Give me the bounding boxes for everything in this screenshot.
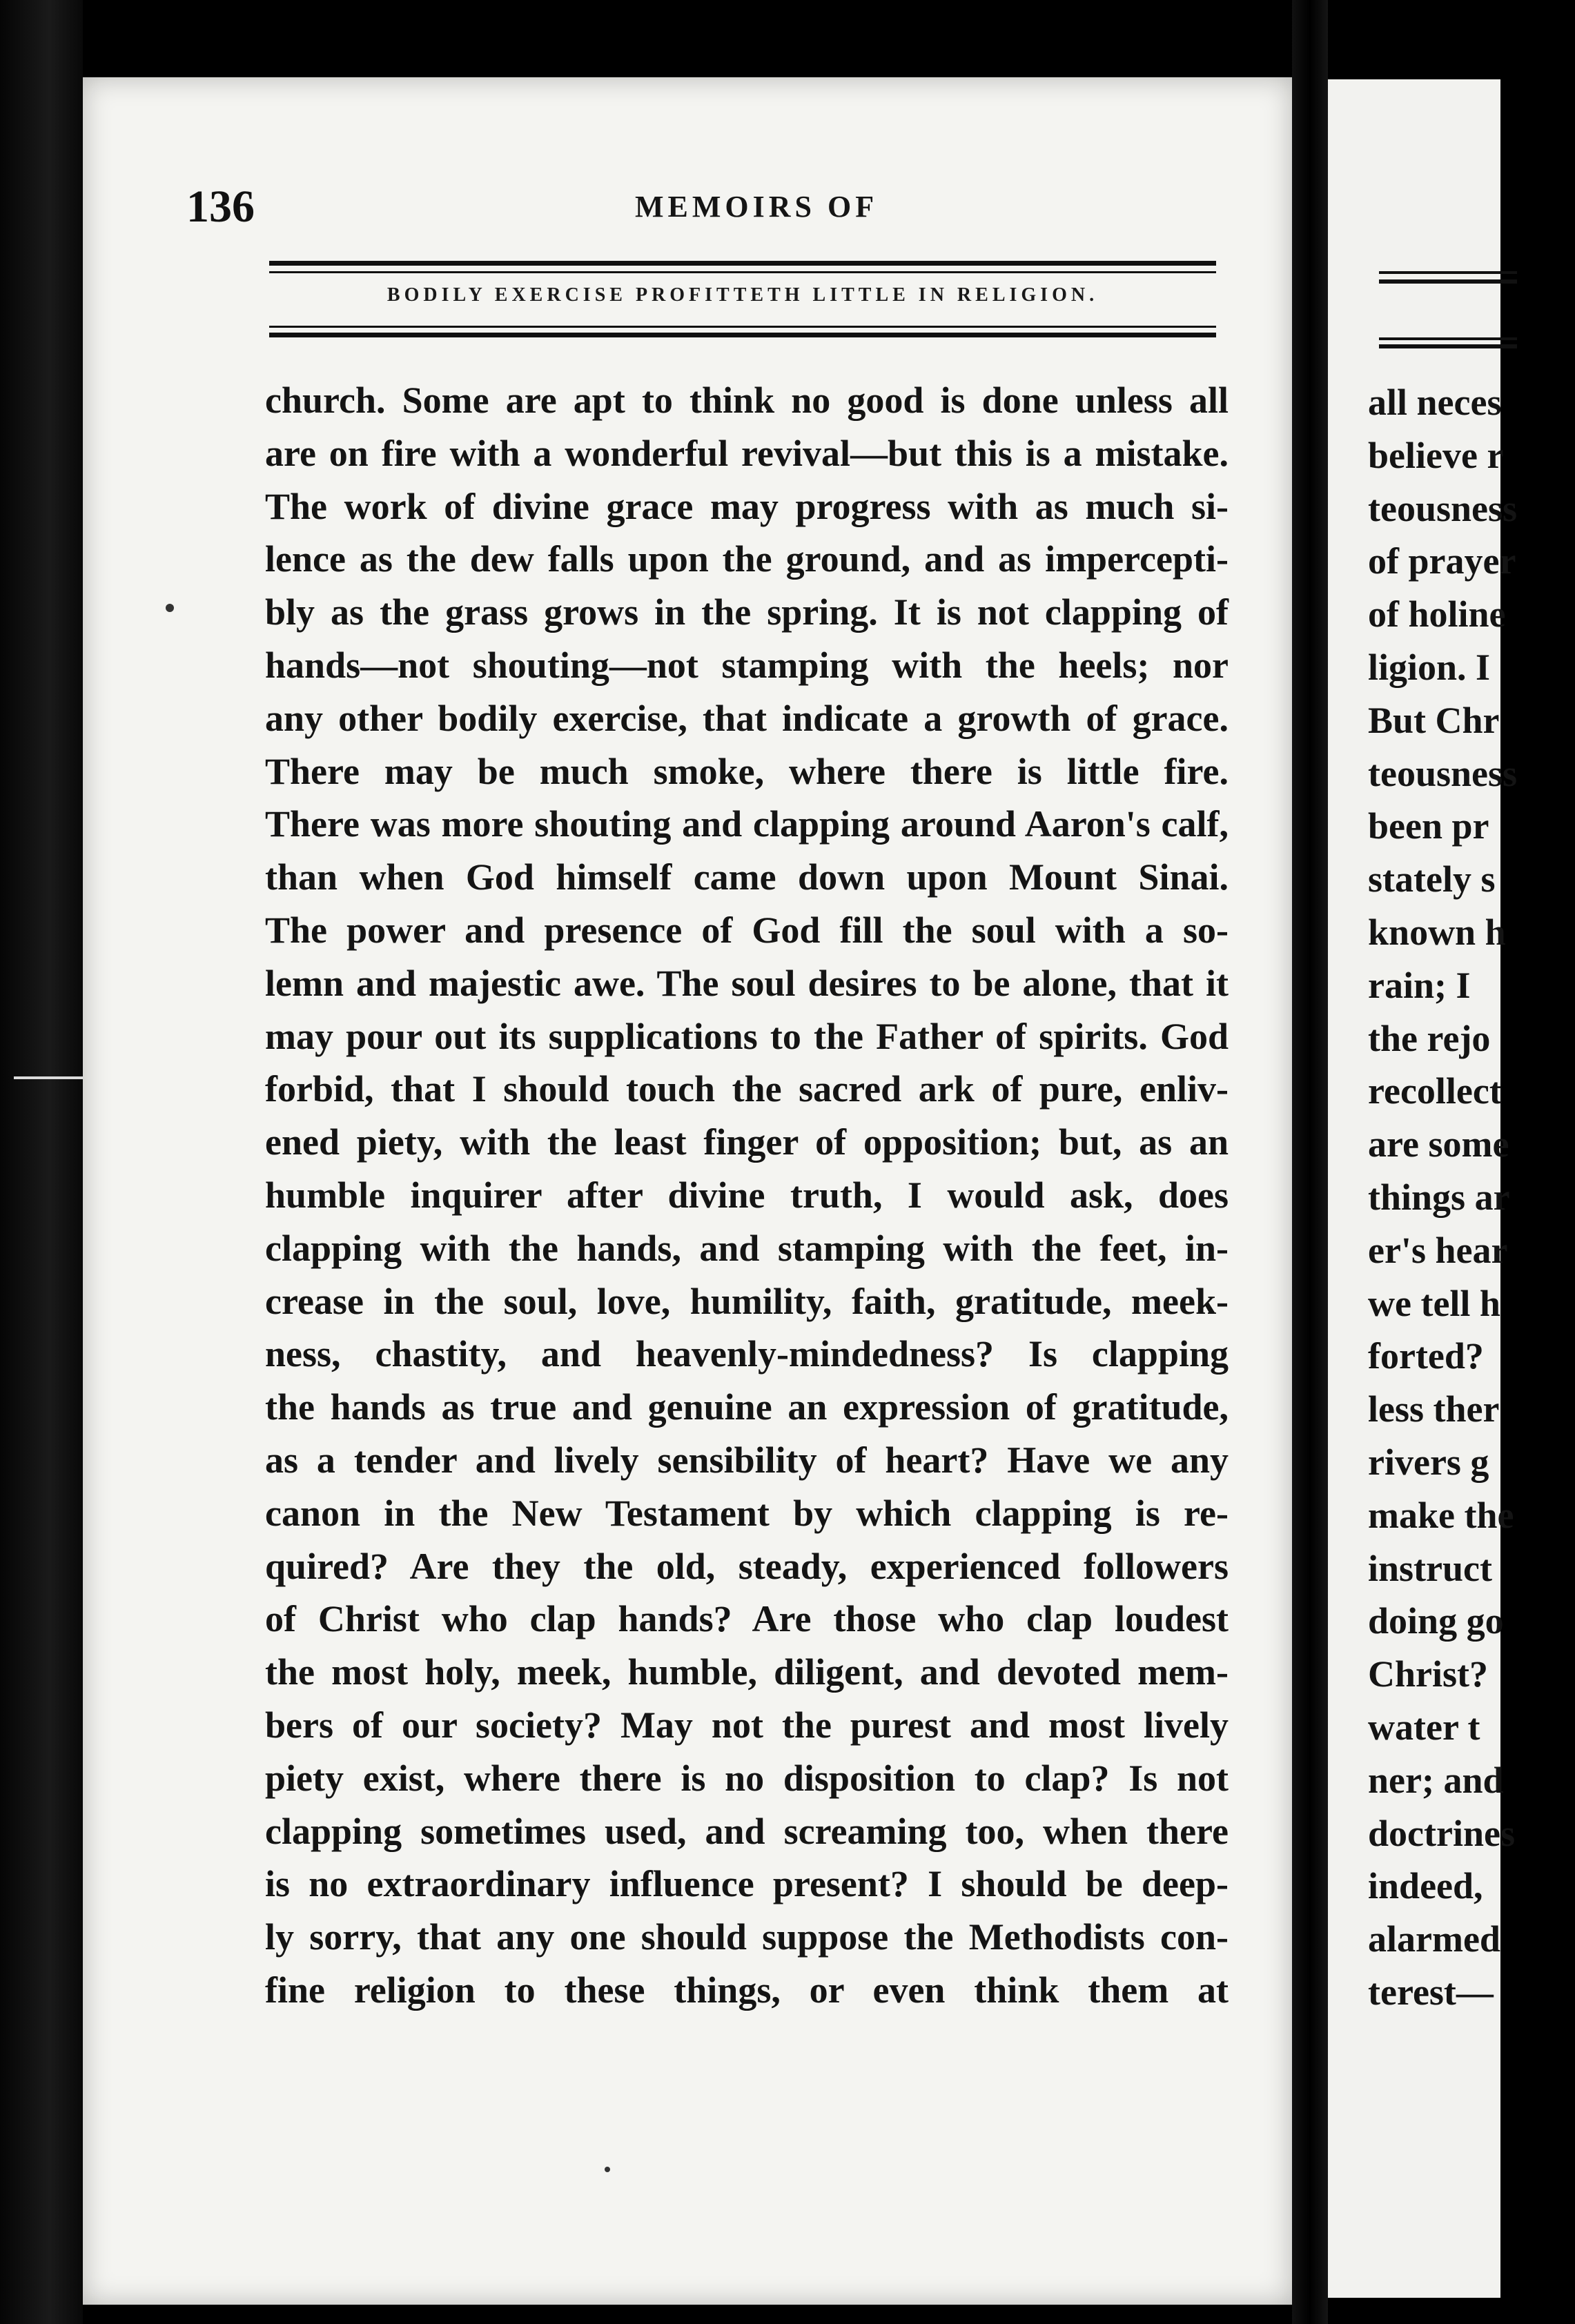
text-line: hands—not shouting—not stamping with the heels; nor xyxy=(265,644,1229,686)
text-line: lemn and majestic awe. The soul desires to be alone, that it xyxy=(265,962,1229,1004)
text-line: bers of our society? May not the purest and most lively xyxy=(265,1704,1229,1746)
text-line: ly sorry, that any one should suppose the Methodists con- xyxy=(265,1916,1229,1958)
text-line: There may be much smoke, where there is little fire. xyxy=(265,750,1229,792)
text-line: forbid, that I should touch the sacred ark of pure, enliv- xyxy=(265,1068,1229,1110)
section-subheading: BODILY EXERCISE PROFITTETH LITTLE IN RELIGION. xyxy=(387,284,1099,306)
text-line: the most holy, meek, humble, diligent, and devoted mem- xyxy=(265,1651,1229,1693)
adjacent-text-line: teousness xyxy=(1368,752,1518,794)
text-line: crease in the soul, love, humility, faith, gratitude, meek- xyxy=(265,1280,1229,1322)
header-rule-thick-top xyxy=(269,261,1216,266)
edge-mark xyxy=(14,1076,83,1079)
adjacent-rule xyxy=(1379,279,1517,284)
adjacent-text-line: ligion. I xyxy=(1368,646,1491,688)
text-line: humble inquirer after divine truth, I would ask, does xyxy=(265,1174,1229,1216)
adjacent-text-line: doctrines xyxy=(1368,1812,1515,1854)
adjacent-text-line: But Chr xyxy=(1368,699,1500,741)
header-rule-thick-bottom xyxy=(269,333,1216,337)
text-line: any other bodily exercise, that indicate a growth of grace. xyxy=(265,697,1229,739)
print-speck xyxy=(166,604,174,612)
text-line: as a tender and lively sensibility of heart? Have we any xyxy=(265,1439,1229,1481)
adjacent-text-line: alarmed xyxy=(1368,1918,1500,1960)
page-header-title: MEMOIRS OF xyxy=(635,190,879,224)
text-line: ened piety, with the least finger of opposition; but, as an xyxy=(265,1121,1229,1163)
book-edge xyxy=(0,0,83,2324)
adjacent-text-line: indeed, xyxy=(1368,1865,1483,1907)
text-line: ness, chastity, and heavenly-mindedness? Is clapping xyxy=(265,1333,1229,1375)
adjacent-text-line: recollect xyxy=(1368,1070,1502,1112)
adjacent-text-line: teousness xyxy=(1368,487,1518,529)
text-line: bly as the grass grows in the spring. It is not clapping of xyxy=(265,591,1229,633)
page-number: 136 xyxy=(186,181,255,232)
text-line: than when God himself came down upon Mount Sinai. xyxy=(265,856,1229,898)
text-line: There was more shouting and clapping around Aaron's calf, xyxy=(265,803,1229,845)
text-line: church. Some are apt to think no good is done unless all xyxy=(265,380,1229,421)
text-line: are on fire with a wonderful revival—but this is a mistake. xyxy=(265,432,1229,474)
text-line: lence as the dew falls upon the ground, and as impercepti- xyxy=(265,538,1229,580)
adjacent-text-line: been pr xyxy=(1368,805,1489,847)
adjacent-text-line: Christ? xyxy=(1368,1653,1488,1695)
adjacent-text-line: known h xyxy=(1368,911,1506,953)
adjacent-text-line: of holine xyxy=(1368,593,1506,636)
adjacent-rule xyxy=(1379,271,1517,274)
header-rule-thin-top xyxy=(269,271,1216,273)
adjacent-text-line: of prayer xyxy=(1368,540,1516,582)
text-line: the hands as true and genuine an expression of gratitude, xyxy=(265,1386,1229,1428)
adjacent-text-line: we tell h xyxy=(1368,1282,1500,1324)
adjacent-page-text xyxy=(1368,376,1575,2019)
text-line: The power and presence of God fill the soul with a so- xyxy=(265,909,1229,951)
body-text xyxy=(265,374,1229,2017)
text-line: canon in the New Testament by which clapping is re- xyxy=(265,1492,1229,1534)
adjacent-text-line: water t xyxy=(1368,1706,1480,1748)
text-line: quired? Are they the old, steady, experienced followers xyxy=(265,1545,1229,1587)
text-line: clapping sometimes used, and screaming too, when there xyxy=(265,1810,1229,1852)
adjacent-text-line: ner; and xyxy=(1368,1759,1504,1801)
adjacent-text-line: the rejo xyxy=(1368,1017,1491,1059)
adjacent-text-line: things ar xyxy=(1368,1176,1510,1218)
adjacent-text-line: doing go xyxy=(1368,1600,1504,1642)
text-line: may pour out its supplications to the Father of spirits. God xyxy=(265,1015,1229,1057)
adjacent-text-line: all neces xyxy=(1368,382,1502,423)
running-head xyxy=(186,181,1215,236)
adjacent-page xyxy=(1328,79,1518,2298)
adjacent-text-line: er's hear xyxy=(1368,1229,1508,1271)
adjacent-text-line: rivers g xyxy=(1368,1441,1489,1483)
text-line: The work of divine grace may progress with as much si- xyxy=(265,485,1229,527)
header-rule-thin-bottom xyxy=(269,326,1216,328)
adjacent-text-line: believe r xyxy=(1368,434,1504,476)
adjacent-rule xyxy=(1379,337,1517,340)
adjacent-text-line: instruct xyxy=(1368,1547,1492,1589)
adjacent-text-line: are some xyxy=(1368,1123,1509,1165)
adjacent-text-line: rain; I xyxy=(1368,964,1471,1006)
text-line: is no extraordinary influence present? I should be deep- xyxy=(265,1863,1229,1905)
adjacent-text-line: make the xyxy=(1368,1494,1514,1536)
text-line: of Christ who clap hands? Are those who clap loudest xyxy=(265,1598,1229,1640)
text-line: fine religion to these things, or even think them at xyxy=(265,1969,1229,2011)
adjacent-text-line: forted? xyxy=(1368,1335,1484,1377)
adjacent-rule xyxy=(1379,344,1517,348)
adjacent-text-line: terest— xyxy=(1368,1971,1494,2013)
text-line: piety exist, where there is no disposition to clap? Is not xyxy=(265,1757,1229,1799)
adjacent-text-line: less ther xyxy=(1368,1388,1500,1430)
adjacent-text-line: stately s xyxy=(1368,858,1496,900)
page-gutter xyxy=(1292,0,1328,2324)
print-speck xyxy=(605,2167,610,2172)
text-line: clapping with the hands, and stamping with the feet, in- xyxy=(265,1227,1229,1269)
